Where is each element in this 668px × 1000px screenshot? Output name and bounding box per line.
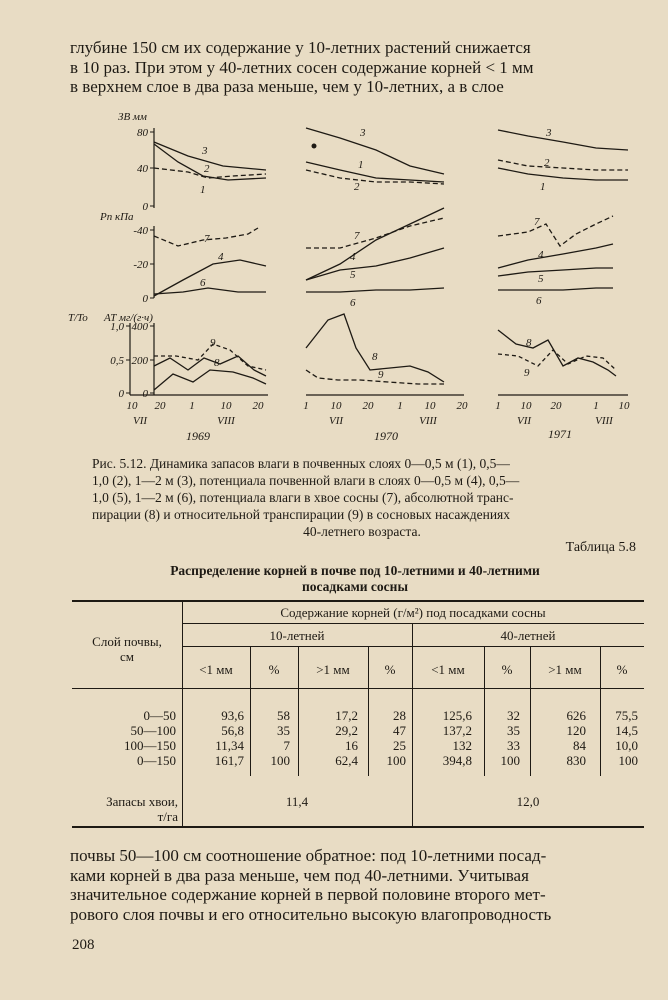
table-cell: 100 bbox=[618, 753, 638, 768]
curve-5 bbox=[498, 268, 613, 276]
table-cell: 17,2 bbox=[335, 708, 358, 723]
tick-label: 1,0 bbox=[110, 321, 124, 333]
x-tick-label: 10 bbox=[330, 400, 342, 412]
caption-line: 1,0 (2), 1—2 м (3), потенциала почвенной влаги в слоях 0—0,5 м (4), 0,5— bbox=[92, 473, 520, 488]
figure-caption bbox=[92, 455, 632, 540]
header-content: Содержание корней (г/м²) под посадками сосны bbox=[280, 605, 546, 620]
text-line: ками корней в два раза меньше, чем под 40-летними. Учитывая bbox=[70, 865, 529, 885]
x-tick-label: 1 bbox=[495, 400, 501, 412]
x-tick-label: 10 bbox=[424, 400, 436, 412]
curve-label: 1 bbox=[540, 181, 546, 193]
curve-4 bbox=[498, 244, 613, 268]
header-10yr: 10-летней bbox=[269, 628, 325, 643]
x-tick-label: 1 bbox=[189, 400, 195, 412]
subheader-pct: % bbox=[501, 662, 513, 677]
tick-label: 200 bbox=[131, 355, 148, 367]
litter-40yr: 12,0 bbox=[516, 794, 540, 809]
panel-1969 bbox=[130, 142, 268, 395]
panel-1971 bbox=[498, 130, 628, 395]
curve-label: 5 bbox=[538, 273, 544, 285]
curve-5 bbox=[306, 248, 444, 280]
curve-1 bbox=[306, 162, 444, 182]
tick-label: 0 bbox=[142, 201, 148, 213]
subheader-lt1: <1 мм bbox=[199, 662, 233, 677]
curve-3 bbox=[498, 130, 628, 150]
table-rule bbox=[72, 600, 644, 602]
table-cell: 100 bbox=[386, 753, 406, 768]
table-cell: 132 bbox=[452, 738, 472, 753]
tick-label: 0,5 bbox=[110, 355, 124, 367]
x-tick-labels bbox=[127, 400, 631, 443]
curve-9 bbox=[498, 350, 616, 370]
curve-label: 9 bbox=[378, 369, 384, 381]
table-cell: 35 bbox=[277, 723, 290, 738]
subheader-gt1: >1 мм bbox=[548, 662, 582, 677]
table-cell: 47 bbox=[393, 723, 406, 738]
curve-label: 4 bbox=[350, 251, 356, 263]
month-label: VIII bbox=[595, 415, 613, 427]
table-number: Таблица 5.8 bbox=[565, 540, 636, 555]
x-tick-label: 10 bbox=[126, 400, 138, 412]
top-paragraph bbox=[70, 38, 645, 97]
subheader-pct: % bbox=[616, 662, 628, 677]
curve-7 bbox=[498, 216, 613, 246]
x-tick-label: 20 bbox=[550, 400, 562, 412]
text-line: глубине 150 см их содержание у 10-летних растений снижается bbox=[70, 38, 531, 57]
table-cell: 33 bbox=[507, 738, 520, 753]
tick-label: 0 bbox=[118, 388, 124, 400]
table-cell: 626 bbox=[566, 708, 586, 723]
table-cell: 93,6 bbox=[221, 708, 244, 723]
table-title bbox=[100, 563, 610, 595]
text-line: значительное содержание корней в первой половине второго мет- bbox=[70, 885, 546, 904]
table-cell: 100 bbox=[500, 753, 520, 768]
table-row-label: 100—150 bbox=[124, 738, 176, 753]
month-label: VII bbox=[516, 415, 532, 427]
curve-label: 2 bbox=[544, 157, 550, 169]
curve-label: 2 bbox=[354, 181, 360, 193]
x-tick-label: 20 bbox=[252, 400, 264, 412]
roots-table bbox=[72, 600, 644, 828]
x-tick-label: 20 bbox=[154, 400, 166, 412]
table-rule bbox=[182, 646, 644, 647]
litter-label: Запасы хвои, т/га bbox=[106, 794, 178, 824]
curve-label: 1 bbox=[200, 184, 206, 196]
curve-label: 3 bbox=[202, 145, 208, 157]
x-tick-label: 20 bbox=[362, 400, 374, 412]
table-cell: 35 bbox=[507, 723, 520, 738]
table-cell: 75,5 bbox=[615, 708, 638, 723]
table-title-line: посадками сосны bbox=[302, 579, 408, 594]
page-number: 208 bbox=[72, 937, 95, 953]
subheader-pct: % bbox=[268, 662, 280, 677]
tick-label: 80 bbox=[137, 127, 148, 139]
table-cell: 11,34 bbox=[215, 738, 244, 753]
curve-label: 3 bbox=[546, 127, 552, 139]
table-cell: 84 bbox=[573, 738, 586, 753]
x-tick-label: 10 bbox=[618, 400, 630, 412]
caption-line: 40-летнего возраста. bbox=[303, 524, 421, 539]
x-tick-label: 1 bbox=[593, 400, 599, 412]
curve-4 bbox=[306, 208, 444, 280]
axis-label-moisture: ЗВ мм bbox=[118, 111, 147, 123]
x-tick-label: 20 bbox=[456, 400, 468, 412]
table-cell: 16 bbox=[345, 738, 358, 753]
data-point bbox=[312, 144, 317, 149]
table-cell: 29,2 bbox=[335, 723, 358, 738]
curve-label: 7 bbox=[534, 216, 540, 228]
tick-label: 0 bbox=[142, 293, 148, 305]
year-label: 1970 bbox=[374, 429, 398, 443]
curve-1 bbox=[498, 168, 628, 180]
table-cell: 14,5 bbox=[615, 723, 638, 738]
curve-label: 8 bbox=[214, 357, 220, 369]
figure-plot bbox=[68, 108, 653, 443]
curve-9 bbox=[306, 370, 444, 384]
table-cell: 7 bbox=[283, 738, 290, 753]
subheader-pct: % bbox=[384, 662, 396, 677]
curve-label: 9 bbox=[524, 367, 530, 379]
month-label: VII bbox=[132, 415, 148, 427]
text-line: в верхнем слое в два раза меньше, чем у 10-летних, а в слое bbox=[70, 77, 504, 96]
curve-label: 8 bbox=[372, 351, 378, 363]
table-cell: 56,8 bbox=[221, 723, 244, 738]
year-label: 1969 bbox=[186, 429, 210, 443]
tick-label: 400 bbox=[131, 321, 148, 333]
table-cell: 10,0 bbox=[615, 738, 638, 753]
table-cell: 62,4 bbox=[335, 753, 358, 768]
year-label: 1971 bbox=[548, 427, 572, 441]
curve-6 bbox=[154, 288, 266, 294]
text-line: рового слоя почвы и его относительно высокую влагопроводность bbox=[70, 904, 552, 924]
table-cell: 32 bbox=[507, 708, 520, 723]
curve-6 bbox=[306, 288, 444, 292]
x-tick-label: 1 bbox=[397, 400, 403, 412]
text-line: в 10 раз. При этом у 40-летних сосен содержание корней < 1 мм bbox=[70, 57, 534, 77]
caption-line: пирации (8) и относительной транспирации (9) в сосновых насаждениях bbox=[92, 507, 511, 522]
x-tick-label: 10 bbox=[220, 400, 232, 412]
curve-label: 6 bbox=[200, 277, 206, 289]
curve-6 bbox=[498, 288, 613, 290]
x-tick-label: 1 bbox=[303, 400, 309, 412]
table-cell: 125,6 bbox=[442, 708, 472, 723]
figure-5-12 bbox=[68, 108, 653, 443]
bottom-paragraph bbox=[70, 846, 645, 924]
tick-label: -20 bbox=[133, 259, 148, 271]
header-40yr: 40-летней bbox=[500, 628, 556, 643]
table-cell: 58 bbox=[277, 708, 290, 723]
caption-line: Рис. 5.12. Динамика запасов влаги в почвенных слоях 0—0,5 м (1), 0,5— bbox=[92, 456, 510, 471]
tick-label: -40 bbox=[133, 225, 148, 237]
curve-label: 3 bbox=[360, 127, 366, 139]
table-cell: 25 bbox=[393, 738, 406, 753]
curve-8 bbox=[306, 314, 444, 382]
curve-8 bbox=[154, 356, 266, 376]
table-rule bbox=[72, 826, 644, 828]
curve-label: 5 bbox=[350, 269, 356, 281]
table-rule bbox=[72, 688, 644, 689]
subheader-lt1: <1 мм bbox=[431, 662, 465, 677]
panel-1970 bbox=[306, 128, 464, 395]
axis-label-abs: AT мг/(г·ч) bbox=[104, 312, 153, 324]
curve-8 bbox=[498, 330, 616, 376]
curve-label: 8 bbox=[526, 337, 532, 349]
subheader-gt1: >1 мм bbox=[316, 662, 350, 677]
curve-label: 7 bbox=[354, 230, 360, 242]
curve-label: 4 bbox=[538, 249, 544, 261]
curve-label: 7 bbox=[204, 233, 210, 245]
caption-line: 1,0 (5), 1—2 м (6), потенциала влаги в хвое сосны (7), абсолютной транс- bbox=[92, 490, 514, 505]
tick-label: 40 bbox=[137, 163, 148, 175]
curve-label: 6 bbox=[350, 297, 356, 309]
table-cell: 100 bbox=[270, 753, 290, 768]
tick-label: 0 bbox=[142, 388, 148, 400]
table-cell: 137,2 bbox=[442, 723, 472, 738]
x-tick-label: 10 bbox=[520, 400, 532, 412]
curve-2 bbox=[498, 160, 628, 170]
tick-labels bbox=[110, 127, 148, 400]
text-line: почвы 50—100 см соотношение обратное: под 10-летними посад- bbox=[70, 846, 547, 865]
curve-label: 2 bbox=[204, 163, 210, 175]
month-label: VIII bbox=[419, 415, 437, 427]
table-cell: 161,7 bbox=[214, 753, 244, 768]
curve-label: 4 bbox=[218, 251, 224, 263]
axis-label-rel: T/To bbox=[68, 312, 88, 324]
curve-label: 9 bbox=[210, 337, 216, 349]
curve-7 bbox=[306, 218, 444, 248]
table-row-label: 0—150 bbox=[137, 753, 176, 768]
table-cell: 28 bbox=[393, 708, 406, 723]
curve-8b bbox=[154, 370, 266, 390]
curve-2 bbox=[306, 170, 444, 184]
header-layer: Слой почвы, см bbox=[92, 634, 162, 664]
table-rule bbox=[182, 623, 644, 624]
axis-label-pressure: Pп кПа bbox=[100, 211, 134, 223]
table-row-label: 0—50 bbox=[143, 708, 176, 723]
month-label: VII bbox=[328, 415, 344, 427]
curve-4 bbox=[154, 260, 266, 296]
curve-label: 1 bbox=[358, 159, 364, 171]
table-cell: 394,8 bbox=[442, 753, 472, 768]
litter-10yr: 11,4 bbox=[285, 794, 309, 809]
table-title-line: Распределение корней в почве под 10-летними и 40-летними bbox=[170, 563, 540, 578]
curve-labels bbox=[200, 127, 552, 381]
table-row-label: 50—100 bbox=[130, 723, 176, 738]
table-cell: 830 bbox=[566, 753, 586, 768]
table-cell: 120 bbox=[566, 723, 586, 738]
month-label: VIII bbox=[217, 415, 235, 427]
curve-label: 6 bbox=[536, 295, 542, 307]
